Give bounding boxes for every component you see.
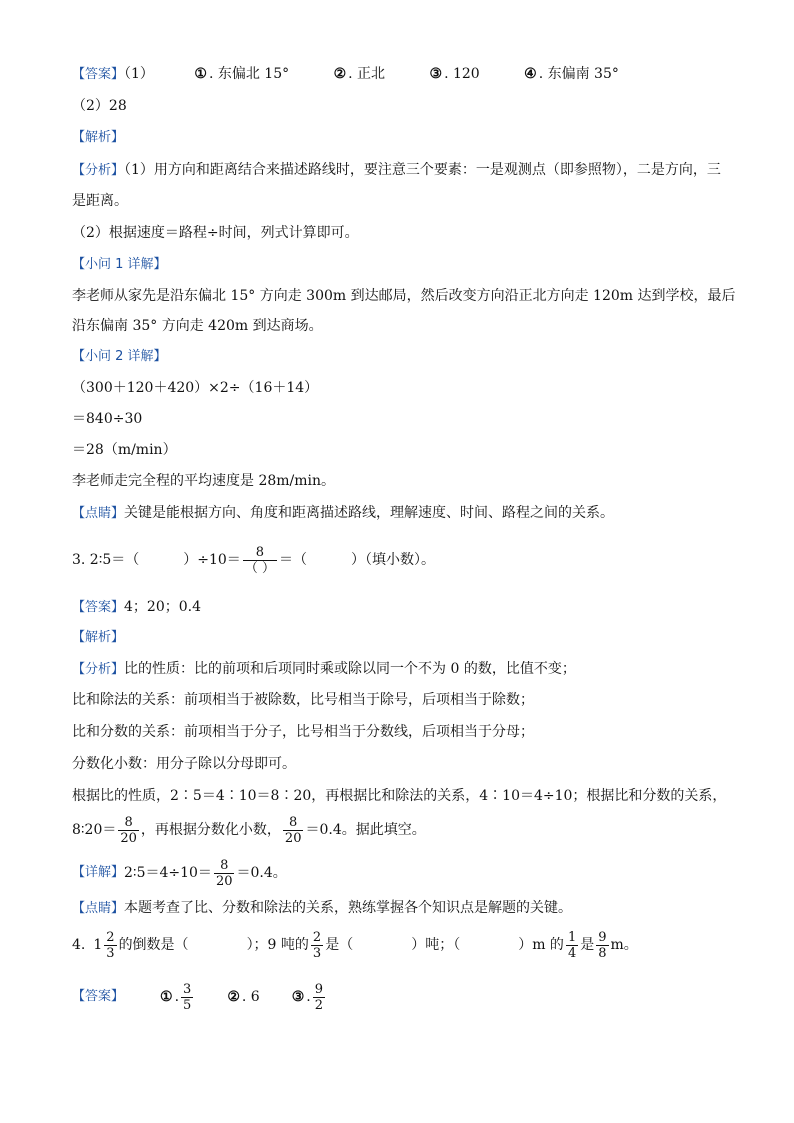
circled-number: ③ [429,66,443,82]
subquestion-1-heading: 【小问 1 详解】 [72,257,167,272]
fraction [283,815,304,846]
numerator: 2 [312,929,322,945]
question-text: ）m 的 [518,937,564,953]
question-text: ＝（ [278,552,307,568]
denominator: 3 [106,945,115,961]
question-text: 3. 2∶5＝（ [72,552,140,568]
analysis-line: 分数化小数：用分子除以分母即可。 [72,756,296,772]
denominator: 4 [567,945,577,961]
analysis-line: 比和分数的关系：前项相当于分子，比号相当于分数线，后项相当于分母； [72,724,534,740]
analysis-line: 比和除法的关系：前项相当于被除数，比号相当于除号，后项相当于除数； [72,692,534,708]
key-point-tag: 【点睛】 [72,901,125,916]
fraction [596,930,608,961]
answer-item: . 正北 [348,66,386,82]
question-number: 4. [72,937,86,953]
answer-line-2: （2）28 [72,98,127,114]
question-text: m。 [610,937,638,953]
question-text: ）÷10＝ [183,552,241,568]
equation-line: ＝840÷30 [72,411,143,427]
analysis-heading: 【解析】 [72,130,125,145]
equation-line: （300＋120＋420）×2÷（16＋14） [72,380,319,396]
numerator: 9 [314,981,323,997]
solution-line: 沿东偏南 35° 方向走 420m 到达商场。 [72,318,323,334]
answer-text: 4；20；0.4 [124,599,202,615]
key-point-text: 关键是能根据方向、角度和距离描述路线，理解速度、时间、路程之间的关系。 [124,505,615,521]
numerator: 2 [106,929,115,945]
equation-line: ＝28（m/min） [72,442,177,458]
analysis-text: ，再根据分数化小数， [140,822,281,838]
analysis-tag: 【分析】 [72,163,125,178]
analysis-heading: 【解析】 [72,630,125,645]
solution-line: 李老师走完全程的平均速度是 28m/min。 [72,473,336,489]
question-4 [72,925,638,965]
answer-line-q4: 【答案】 ① . $\frac{3}{5}$ ② . 6 ③ . $\frac{9}{2}$ [72,981,323,1013]
question-text: 是（ [325,937,354,953]
analysis-line: 根据比的性质，2∶5＝4∶10＝8∶20，再根据比和除法的关系，4∶10＝4÷10；根据比和分数的关系， [72,788,727,804]
analysis-text: 比的性质：比的前项和后项同时乘或除以同一个不为 0 的数，比值不变； [124,661,576,677]
circled-number: ① [194,66,207,82]
answer-tag: 【答案】 [72,600,125,615]
numerator: 9 [598,929,607,945]
fraction [243,545,277,576]
solution-line: 李老师从家先是沿东偏北 15° 方向走 300m 到达邮局，然后改变方向沿正北方向走 120m 达到学校，最后 [72,288,736,304]
denominator: 5 [183,997,192,1013]
numerator: 8 [220,857,229,873]
analysis-text: ＝0.4。据此填空。 [305,822,426,838]
answer-item: . 东偏南 35° [538,66,619,82]
answer-item: . 东偏北 15° [208,66,290,82]
answer-tag: 【答案】 [72,67,125,82]
analysis-text: （1）用方向和距离结合来描述路线时，要注意三个要素：一是观测点（即参照物），二是方向，三 [124,162,721,178]
analysis-line [72,160,721,181]
circled-number: ② [333,66,347,82]
fraction [214,858,235,889]
key-point-text: 本题考查了比、分数和除法的关系，熟练掌握各个知识点是解题的关键。 [124,900,573,916]
fraction [104,930,116,961]
detail-text: 2∶5＝4÷10＝ [124,865,212,881]
denominator: （ ） [244,560,275,576]
circled-number: ② [227,989,240,1005]
denominator: 2 [314,997,323,1013]
answer-item: . 6 [241,989,260,1005]
question-text: 是 [580,937,595,953]
numerator: 8 [255,544,265,560]
mixed-number [93,930,118,961]
fraction [118,815,139,846]
numerator: 3 [183,981,192,997]
denominator: 20 [120,830,137,846]
question-text: ）（填小数）。 [350,552,435,568]
detail-tag: 【详解】 [72,865,125,880]
analysis-line-fractions [72,812,426,848]
fraction [566,930,578,961]
analysis-text: 8∶20＝ [72,822,117,838]
question-text: ）吨；（ [411,937,461,953]
answer-tag: 【答案】 [72,989,125,1004]
part-label: （1） [124,66,154,82]
subquestion-2-heading: 【小问 2 详解】 [72,349,167,364]
question-3 [72,542,435,578]
question-text: 的倒数是（ [118,937,189,953]
answer-line [72,597,201,618]
question-text: ）；9 吨的 [246,937,309,953]
denominator: 20 [215,873,233,889]
analysis-line: （2）根据速度＝路程÷时间，列式计算即可。 [72,225,359,241]
denominator: 3 [312,945,322,961]
circled-number: ③ [291,989,305,1005]
circled-number: ④ [524,66,537,82]
key-point-line [72,898,572,919]
fraction [311,930,323,961]
analysis-tag: 【分析】 [72,662,125,677]
fraction [313,982,325,1013]
detail-text: ＝0.4。 [236,865,287,881]
whole-part: 1 [93,937,103,953]
key-point-tag: 【点睛】 [72,506,125,521]
answer-line-1 [72,64,619,85]
denominator: 8 [598,945,607,961]
answer-item: . 120 [444,66,480,82]
analysis-line: 是距离。 [72,193,128,209]
analysis-line [72,659,576,680]
numerator: 1 [567,929,577,945]
key-point-line [72,503,614,524]
fraction [181,982,193,1013]
numerator: 8 [289,814,298,830]
detail-line [72,855,287,891]
circled-number: ① [160,989,173,1005]
numerator: 8 [124,814,133,830]
denominator: 20 [284,830,302,846]
